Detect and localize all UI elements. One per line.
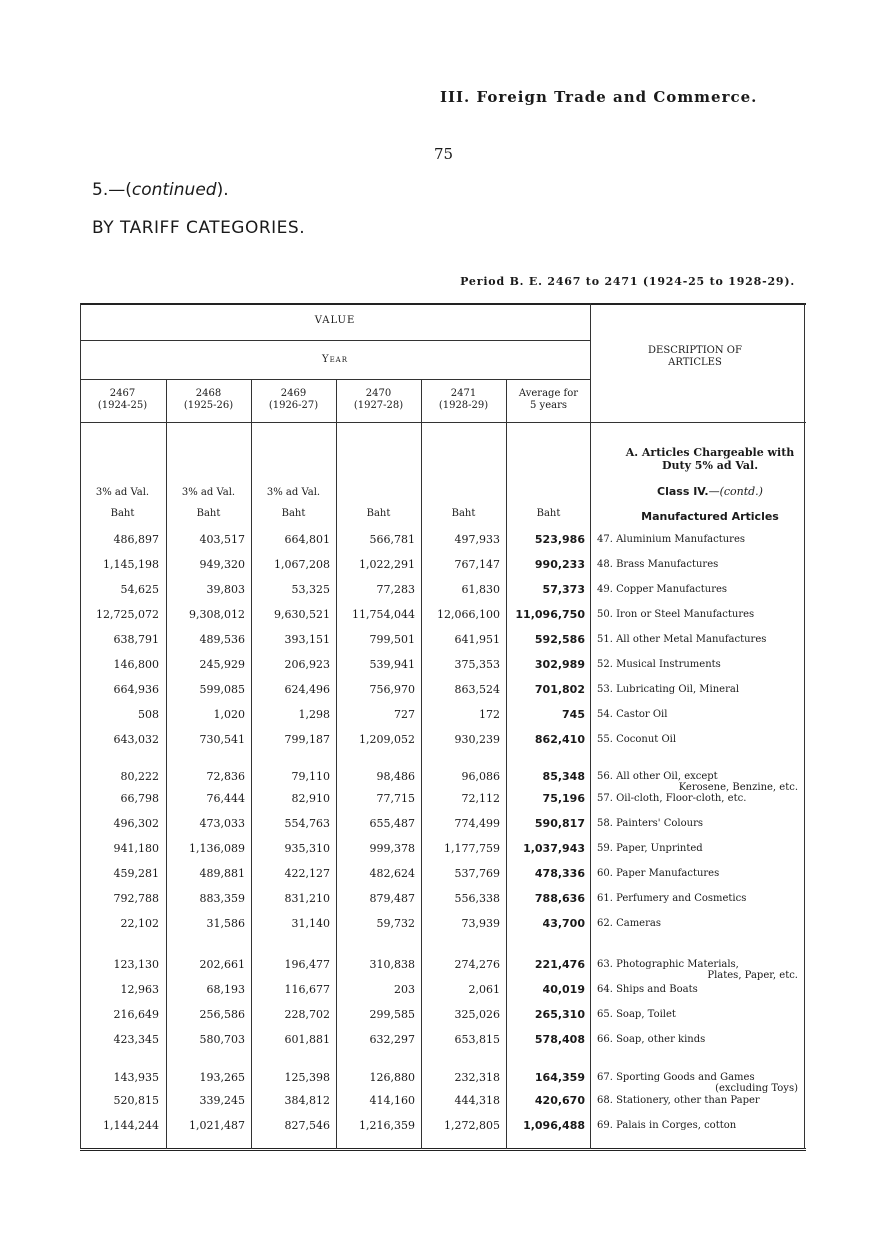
page-number: 75 bbox=[434, 145, 454, 163]
value-cell: 539,941 bbox=[369, 658, 415, 671]
value-cell: 54,625 bbox=[120, 583, 159, 596]
value-cell: 68,193 bbox=[206, 983, 245, 996]
value-cell: 143,935 bbox=[113, 1071, 159, 1084]
article-description: 50. Iron or Steel Manufactures bbox=[597, 609, 755, 620]
value-cell: 496,302 bbox=[113, 817, 159, 830]
column-year-header bbox=[166, 388, 251, 412]
value-cell: 310,838 bbox=[369, 958, 415, 971]
value-cell: 196,477 bbox=[284, 958, 330, 971]
column-unit-label: Baht bbox=[110, 508, 135, 519]
column-unit-label: Baht bbox=[366, 508, 391, 519]
value-cell: 554,763 bbox=[284, 817, 330, 830]
section-a-heading: A. Articles Chargeable with Duty 5% ad Val. bbox=[625, 446, 795, 472]
article-description: 62. Cameras bbox=[597, 918, 661, 929]
average-value-cell: 11,096,750 bbox=[515, 608, 585, 621]
header-bottom-divider bbox=[80, 422, 806, 423]
value-cell: 508 bbox=[138, 708, 159, 721]
value-cell: 72,836 bbox=[206, 770, 245, 783]
value-cell: 9,630,521 bbox=[274, 608, 330, 621]
year-header: Year bbox=[321, 354, 349, 365]
column-year-header bbox=[421, 388, 506, 412]
value-cell: 1,209,052 bbox=[359, 733, 415, 746]
value-cell: 12,066,100 bbox=[437, 608, 500, 621]
value-cell: 624,496 bbox=[284, 683, 330, 696]
value-cell: 22,102 bbox=[120, 917, 159, 930]
section-continued bbox=[92, 180, 229, 200]
article-description: 57. Oil-cloth, Floor-cloth, etc. bbox=[597, 793, 747, 804]
column-ce-year: (1926-27) bbox=[268, 400, 319, 411]
value-cell: 632,297 bbox=[369, 1033, 415, 1046]
value-cell: 274,276 bbox=[454, 958, 500, 971]
column-unit-label: Baht bbox=[281, 508, 306, 519]
average-value-cell: 420,670 bbox=[534, 1094, 585, 1107]
value-cell: 245,929 bbox=[199, 658, 245, 671]
column-ce-year: (1928-29) bbox=[438, 400, 489, 411]
average-value-cell: 43,700 bbox=[542, 917, 585, 930]
value-cell: 31,586 bbox=[206, 917, 245, 930]
year-row-divider bbox=[80, 379, 590, 380]
value-cell: 423,345 bbox=[113, 1033, 159, 1046]
article-description: 61. Perfumery and Cosmetics bbox=[597, 893, 747, 904]
value-cell: 80,222 bbox=[120, 770, 159, 783]
value-cell: 77,715 bbox=[376, 792, 415, 805]
value-cell: 325,026 bbox=[454, 1008, 500, 1021]
value-cell: 497,933 bbox=[454, 533, 500, 546]
article-description: 60. Paper Manufactures bbox=[597, 868, 720, 879]
column-year: 2467 bbox=[109, 388, 136, 399]
period-label: Period B. E. 2467 to 2471 (1924-25 to 1928-29). bbox=[460, 275, 795, 288]
value-cell: 1,021,487 bbox=[189, 1119, 245, 1132]
value-cell: 520,815 bbox=[113, 1094, 159, 1107]
value-cell: 792,788 bbox=[113, 892, 159, 905]
value-cell: 444,318 bbox=[454, 1094, 500, 1107]
table-top-border bbox=[80, 303, 806, 305]
value-cell: 774,499 bbox=[454, 817, 500, 830]
column-ce-year: (1927-28) bbox=[353, 400, 404, 411]
value-cell: 482,624 bbox=[369, 867, 415, 880]
article-description: 52. Musical Instruments bbox=[597, 659, 721, 670]
value-cell: 146,800 bbox=[113, 658, 159, 671]
value-cell: 2,061 bbox=[468, 983, 500, 996]
column-year-header bbox=[336, 388, 421, 412]
article-description: 54. Castor Oil bbox=[597, 709, 668, 720]
average-value-cell: 85,348 bbox=[542, 770, 585, 783]
value-cell: 941,180 bbox=[113, 842, 159, 855]
average-value-cell: 57,373 bbox=[542, 583, 585, 596]
value-cell: 125,398 bbox=[284, 1071, 330, 1084]
average-value-cell: 1,037,943 bbox=[523, 842, 585, 855]
value-cell: 641,951 bbox=[454, 633, 500, 646]
value-cell: 1,020 bbox=[213, 708, 245, 721]
average-value-cell: 701,802 bbox=[534, 683, 585, 696]
value-cell: 863,524 bbox=[454, 683, 500, 696]
value-cell: 414,160 bbox=[369, 1094, 415, 1107]
value-cell: 206,923 bbox=[284, 658, 330, 671]
value-cell: 1,136,089 bbox=[189, 842, 245, 855]
average-value-cell: 590,817 bbox=[534, 817, 585, 830]
average-value-cell: 523,986 bbox=[534, 533, 585, 546]
article-description: 69. Palais in Corges, cotton bbox=[597, 1120, 737, 1131]
value-cell: 1,145,198 bbox=[103, 558, 159, 571]
value-cell: 61,830 bbox=[461, 583, 500, 596]
value-cell: 116,677 bbox=[284, 983, 330, 996]
value-cell: 422,127 bbox=[284, 867, 330, 880]
value-cell: 11,754,044 bbox=[352, 608, 415, 621]
table-left-border bbox=[80, 303, 81, 1149]
value-cell: 831,210 bbox=[284, 892, 330, 905]
value-cell: 489,881 bbox=[199, 867, 245, 880]
average-value-cell: 1,096,488 bbox=[523, 1119, 585, 1132]
average-value-cell: 75,196 bbox=[542, 792, 585, 805]
value-cell: 653,815 bbox=[454, 1033, 500, 1046]
average-value-cell: 302,989 bbox=[534, 658, 585, 671]
class-heading bbox=[620, 485, 800, 498]
value-cell: 730,541 bbox=[199, 733, 245, 746]
running-title: III. Foreign Trade and Commerce. bbox=[440, 88, 758, 106]
value-cell: 53,325 bbox=[291, 583, 330, 596]
value-cell: 1,272,805 bbox=[444, 1119, 500, 1132]
value-cell: 756,970 bbox=[369, 683, 415, 696]
column-year: 2469 bbox=[280, 388, 307, 399]
article-description: 68. Stationery, other than Paper bbox=[597, 1095, 760, 1106]
average-value-cell: 478,336 bbox=[534, 867, 585, 880]
value-cell: 72,112 bbox=[461, 792, 500, 805]
column-duty-label: 3% ad Val. bbox=[266, 487, 321, 498]
value-cell: 638,791 bbox=[113, 633, 159, 646]
table-right-border bbox=[804, 303, 805, 1149]
average-value-cell: 578,408 bbox=[534, 1033, 585, 1046]
value-cell: 126,880 bbox=[369, 1071, 415, 1084]
value-cell: 1,067,208 bbox=[274, 558, 330, 571]
value-cell: 82,910 bbox=[291, 792, 330, 805]
average-value-cell: 265,310 bbox=[534, 1008, 585, 1021]
article-description: 53. Lubricating Oil, Mineral bbox=[597, 684, 740, 695]
value-cell: 76,444 bbox=[206, 792, 245, 805]
column-year-header bbox=[80, 388, 165, 412]
tariff-table bbox=[80, 303, 806, 1151]
column-year: 2468 bbox=[195, 388, 222, 399]
value-cell: 643,032 bbox=[113, 733, 159, 746]
value-cell: 1,144,244 bbox=[103, 1119, 159, 1132]
column-duty-label: 3% ad Val. bbox=[181, 487, 236, 498]
column-ce-year: 5 years bbox=[530, 400, 567, 411]
value-cell: 299,585 bbox=[369, 1008, 415, 1021]
value-cell: 31,140 bbox=[291, 917, 330, 930]
column-year: Average for bbox=[518, 388, 579, 399]
value-cell: 767,147 bbox=[454, 558, 500, 571]
article-description: 59. Paper, Unprinted bbox=[597, 843, 703, 854]
column-ce-year: (1925-26) bbox=[183, 400, 234, 411]
average-value-cell: 990,233 bbox=[534, 558, 585, 571]
value-cell: 799,187 bbox=[284, 733, 330, 746]
value-cell: 39,803 bbox=[206, 583, 245, 596]
average-value-cell: 788,636 bbox=[534, 892, 585, 905]
article-description: 47. Aluminium Manufactures bbox=[597, 534, 745, 545]
value-cell: 799,501 bbox=[369, 633, 415, 646]
section-continued-suffix: ). bbox=[216, 180, 229, 200]
average-value-cell: 745 bbox=[562, 708, 585, 721]
value-cell: 1,022,291 bbox=[359, 558, 415, 571]
article-description: 55. Coconut Oil bbox=[597, 734, 677, 745]
value-cell: 172 bbox=[479, 708, 500, 721]
article-description: 64. Ships and Boats bbox=[597, 984, 698, 995]
value-cell: 193,265 bbox=[199, 1071, 245, 1084]
value-cell: 655,487 bbox=[369, 817, 415, 830]
value-cell: 486,897 bbox=[113, 533, 159, 546]
value-cell: 98,486 bbox=[376, 770, 415, 783]
description-divider bbox=[590, 303, 591, 1149]
value-cell: 339,245 bbox=[199, 1094, 245, 1107]
value-cell: 216,649 bbox=[113, 1008, 159, 1021]
article-description: 65. Soap, Toilet bbox=[597, 1009, 676, 1020]
description-header: DESCRIPTION OF ARTICLES bbox=[648, 345, 742, 368]
column-unit-label: Baht bbox=[536, 508, 561, 519]
average-value-cell: 221,476 bbox=[534, 958, 585, 971]
value-cell: 459,281 bbox=[113, 867, 159, 880]
value-cell: 935,310 bbox=[284, 842, 330, 855]
article-description-continued: Kerosene, Benzine, etc. bbox=[678, 782, 798, 793]
value-cell: 393,151 bbox=[284, 633, 330, 646]
column-year-header bbox=[251, 388, 336, 412]
value-cell: 77,283 bbox=[376, 583, 415, 596]
average-value-cell: 592,586 bbox=[534, 633, 585, 646]
value-cell: 566,781 bbox=[369, 533, 415, 546]
value-cell: 556,338 bbox=[454, 892, 500, 905]
value-cell: 403,517 bbox=[199, 533, 245, 546]
value-header: VALUE bbox=[314, 315, 356, 326]
value-cell: 375,353 bbox=[454, 658, 500, 671]
value-cell: 930,239 bbox=[454, 733, 500, 746]
section-continued-italic: continued bbox=[131, 180, 217, 200]
value-cell: 601,881 bbox=[284, 1033, 330, 1046]
value-cell: 256,586 bbox=[199, 1008, 245, 1021]
value-cell: 228,702 bbox=[284, 1008, 330, 1021]
section-title: BY TARIFF CATEGORIES. bbox=[92, 218, 306, 238]
value-cell: 96,086 bbox=[461, 770, 500, 783]
value-cell: 232,318 bbox=[454, 1071, 500, 1084]
value-cell: 879,487 bbox=[369, 892, 415, 905]
article-description: 48. Brass Manufactures bbox=[597, 559, 719, 570]
value-cell: 949,320 bbox=[199, 558, 245, 571]
value-cell: 664,801 bbox=[284, 533, 330, 546]
article-description: 51. All other Metal Manufactures bbox=[597, 634, 767, 645]
value-cell: 123,130 bbox=[113, 958, 159, 971]
column-ce-year: (1924-25) bbox=[97, 400, 148, 411]
article-description: 66. Soap, other kinds bbox=[597, 1034, 706, 1045]
article-description-continued: Plates, Paper, etc. bbox=[707, 970, 798, 981]
value-cell: 883,359 bbox=[199, 892, 245, 905]
value-cell: 9,308,012 bbox=[189, 608, 245, 621]
value-cell: 489,536 bbox=[199, 633, 245, 646]
article-description: 56. All other Oil, except bbox=[597, 771, 718, 782]
column-year-header bbox=[506, 388, 591, 412]
article-description: 67. Sporting Goods and Games bbox=[597, 1072, 755, 1083]
article-description: 63. Photographic Materials, bbox=[597, 959, 739, 970]
value-cell: 12,963 bbox=[120, 983, 159, 996]
table-bottom-border bbox=[80, 1148, 806, 1151]
class-contd: —(contd.) bbox=[708, 485, 763, 498]
average-value-cell: 862,410 bbox=[534, 733, 585, 746]
value-cell: 599,085 bbox=[199, 683, 245, 696]
column-year: 2470 bbox=[365, 388, 392, 399]
section-continued-prefix: 5.—( bbox=[92, 180, 132, 200]
manufactured-heading: Manufactured Articles bbox=[641, 510, 779, 523]
value-cell: 580,703 bbox=[199, 1033, 245, 1046]
value-cell: 79,110 bbox=[291, 770, 330, 783]
value-cell: 727 bbox=[394, 708, 415, 721]
value-cell: 12,725,072 bbox=[96, 608, 159, 621]
average-value-cell: 40,019 bbox=[542, 983, 585, 996]
value-cell: 59,732 bbox=[376, 917, 415, 930]
column-unit-label: Baht bbox=[196, 508, 221, 519]
value-cell: 66,798 bbox=[120, 792, 159, 805]
value-cell: 73,939 bbox=[461, 917, 500, 930]
column-unit-label: Baht bbox=[451, 508, 476, 519]
value-cell: 827,546 bbox=[284, 1119, 330, 1132]
value-cell: 203 bbox=[394, 983, 415, 996]
value-cell: 1,177,759 bbox=[444, 842, 500, 855]
article-description: 49. Copper Manufactures bbox=[597, 584, 728, 595]
value-cell: 1,216,359 bbox=[359, 1119, 415, 1132]
column-duty-label: 3% ad Val. bbox=[95, 487, 150, 498]
value-cell: 664,936 bbox=[113, 683, 159, 696]
class-label: Class IV. bbox=[657, 485, 709, 498]
article-description-continued: (excluding Toys) bbox=[715, 1083, 798, 1094]
value-cell: 999,378 bbox=[369, 842, 415, 855]
value-row-divider bbox=[80, 340, 590, 341]
column-year: 2471 bbox=[450, 388, 477, 399]
average-value-cell: 164,359 bbox=[534, 1071, 585, 1084]
article-description: 58. Painters' Colours bbox=[597, 818, 703, 829]
value-cell: 1,298 bbox=[298, 708, 330, 721]
value-cell: 473,033 bbox=[199, 817, 245, 830]
value-cell: 384,812 bbox=[284, 1094, 330, 1107]
value-cell: 537,769 bbox=[454, 867, 500, 880]
value-cell: 202,661 bbox=[199, 958, 245, 971]
